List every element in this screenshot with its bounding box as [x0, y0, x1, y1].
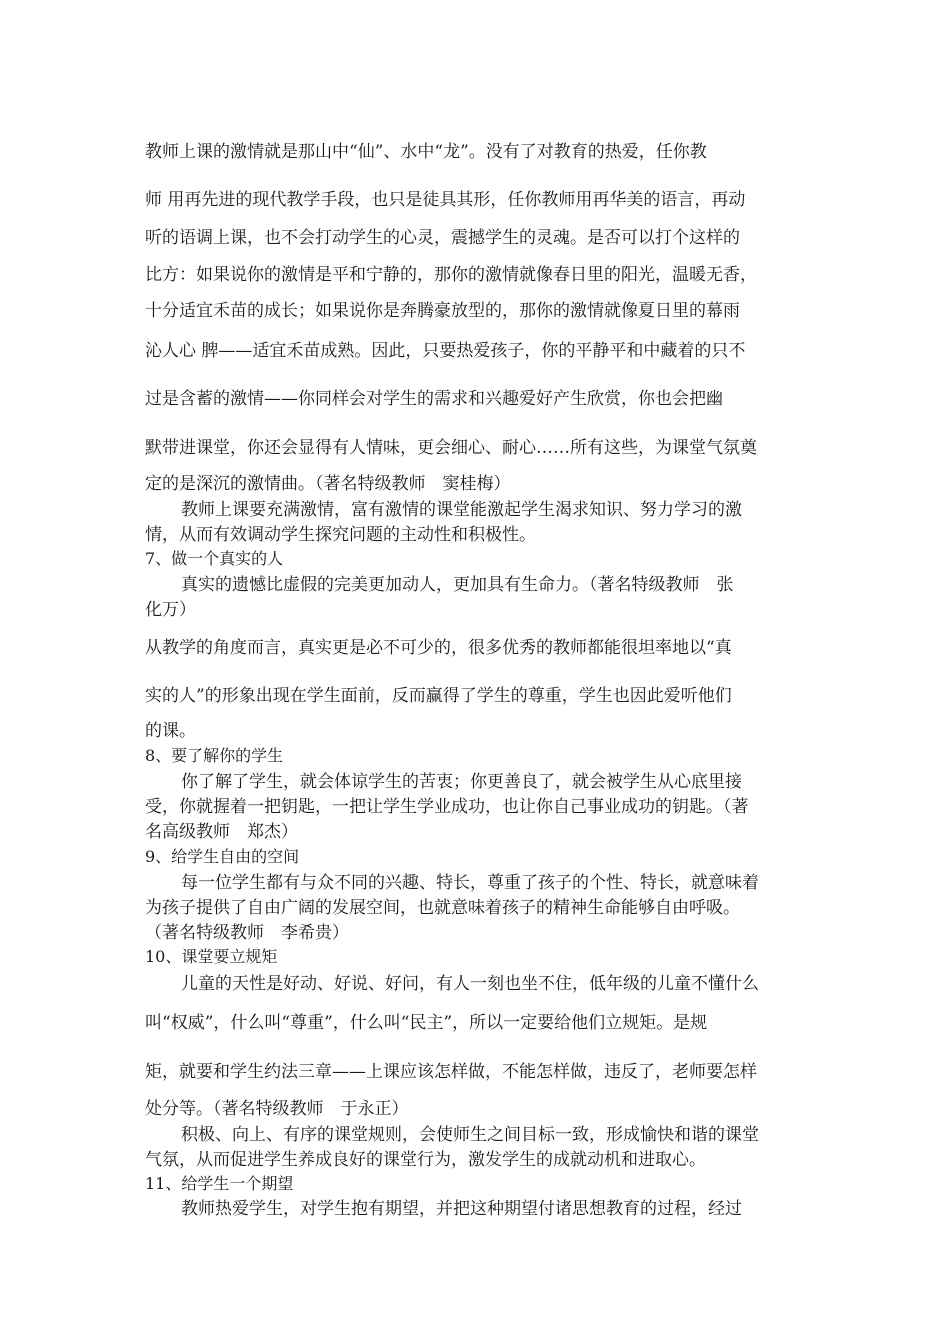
paragraph-line: 情，从而有效调动学生探究问题的主动性和积极性。 — [145, 525, 536, 545]
paragraph-line: 比方：如果说你的激情是平和宁静的，那你的激情就像春日里的阳光，温暖无香， — [145, 265, 757, 285]
paragraph-line: 十分适宜禾苗的成长；如果说你是奔腾豪放型的，那你的激情就像夏日里的幕雨 — [145, 301, 740, 321]
paragraph-line: 受，你就握着一把钥匙，一把让学生学业成功，也让你自己事业成功的钥匙。（著 — [145, 797, 749, 817]
paragraph-line: 默带进课堂，你还会显得有人情味，更会细心、耐心……所有这些，为课堂气氛奠 — [145, 438, 757, 458]
paragraph-line: 儿童的天性是好动、好说、好问，有人一刻也坐不住，低年级的儿童不懂什么 — [181, 974, 759, 994]
paragraph-line: 的课。 — [145, 721, 196, 741]
paragraph-line: 叫“权威”，什么叫“尊重”，什么叫“民主”，所以一定要给他们立规矩。是规 — [145, 1013, 708, 1033]
section-heading: 7、做一个真实的人 — [145, 549, 284, 568]
paragraph-line: 每一位学生都有与众不同的兴趣、特长，尊重了孩子的个性、特长，就意味着 — [181, 873, 759, 893]
paragraph-line: 定的是深沉的激情曲。（著名特级教师 窦桂梅） — [145, 474, 511, 494]
paragraph-line: 听的语调上课，也不会打动学生的心灵，震撼学生的灵魂。是否可以打个这样的 — [145, 228, 740, 248]
paragraph-line: 为孩子提供了自由广阔的发展空间，也就意味着孩子的精神生命能够自由呼吸。 — [145, 898, 740, 918]
paragraph-line: 气氛，从而促进学生养成良好的课堂行为，激发学生的成就动机和进取心。 — [145, 1150, 706, 1170]
paragraph-line: 名高级教师 郑杰） — [145, 822, 298, 842]
paragraph-line: 过是含蓄的激情——你同样会对学生的需求和兴趣爱好产生欣赏，你也会把幽 — [145, 389, 723, 409]
paragraph-line: 化万） — [145, 600, 196, 620]
section-heading: 11、给学生一个期望 — [145, 1174, 294, 1193]
paragraph-line: （著名特级教师 李希贵） — [145, 923, 349, 943]
section-heading: 8、要了解你的学生 — [145, 746, 284, 765]
paragraph-line: 教师上课要充满激情，富有激情的课堂能激起学生渴求知识、努力学习的激 — [181, 500, 742, 520]
paragraph-line: 你了解了学生，就会体谅学生的苦衷；你更善良了，就会被学生从心底里接 — [181, 772, 742, 792]
section-heading: 10、课堂要立规矩 — [145, 947, 278, 966]
paragraph-line: 处分等。（著名特级教师 于永正） — [145, 1099, 409, 1119]
section-heading: 9、给学生自由的空间 — [145, 847, 300, 866]
paragraph-line: 真实的遗憾比虚假的完美更加动人，更加具有生命力。（著名特级教师 张 — [181, 575, 734, 595]
paragraph-line: 师 用再先进的现代教学手段，也只是徒具其形，任你教师用再华美的语言，再动 — [145, 190, 746, 210]
paragraph-line: 从教学的角度而言，真实更是必不可少的，很多优秀的教师都能很坦率地以“真 — [145, 638, 732, 658]
paragraph-line: 实的人”的形象出现在学生面前，反而赢得了学生的尊重，学生也因此爱听他们 — [145, 686, 732, 706]
paragraph-line: 教师热爱学生，对学生抱有期望，并把这种期望付诸思想教育的过程，经过 — [181, 1199, 742, 1219]
paragraph-line: 教师上课的激情就是那山中“仙”、水中“龙”。没有了对教育的热爱，任你教 — [145, 142, 707, 162]
paragraph-line: 矩，就要和学生约法三章——上课应该怎样做，不能怎样做，违反了，老师要怎样 — [145, 1062, 757, 1082]
paragraph-line: 沁人心 脾——适宜禾苗成熟。因此，只要热爱孩子，你的平静平和中藏着的只不 — [145, 341, 746, 361]
paragraph-line: 积极、向上、有序的课堂规则，会使师生之间目标一致，形成愉快和谐的课堂 — [181, 1125, 759, 1145]
